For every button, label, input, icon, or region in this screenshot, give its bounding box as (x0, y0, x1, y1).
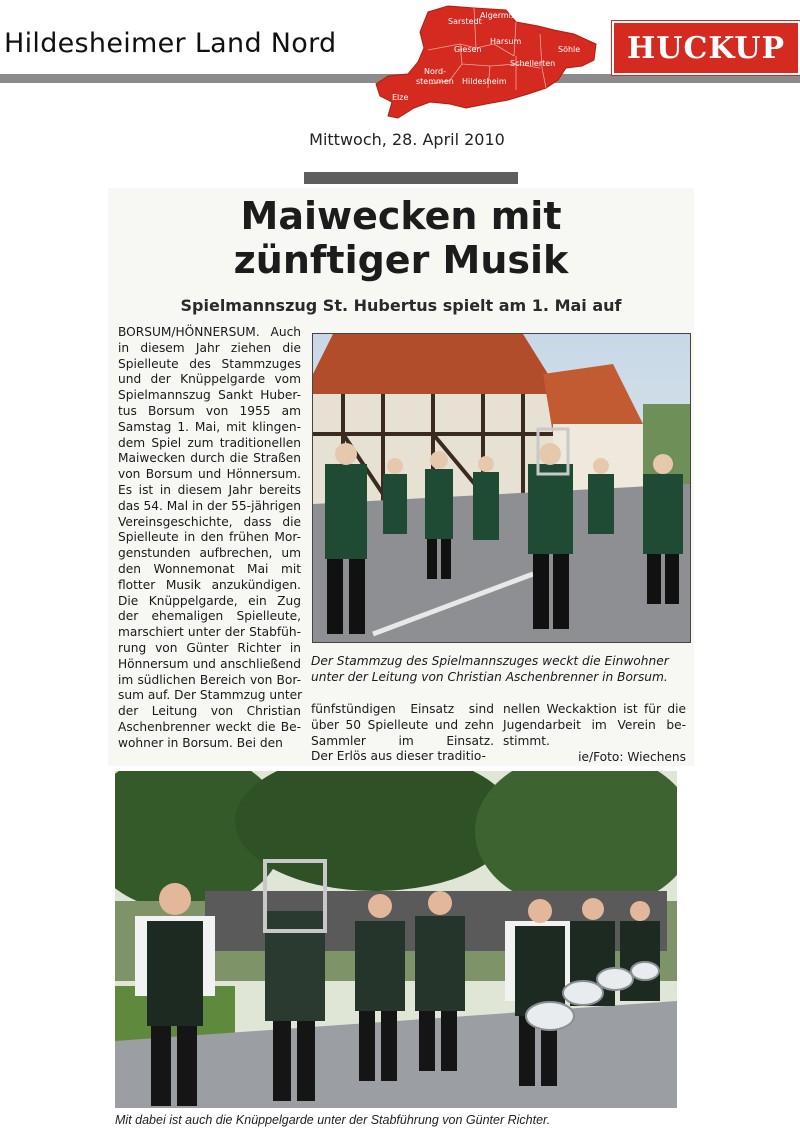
photo-knueppelgarde (115, 771, 677, 1108)
column-1-line: Es ist in diesem Jahr bereits (118, 482, 301, 497)
column-1-line: Spielleute des Stammzuges (118, 356, 301, 371)
column-1-line: dem Spiel zum traditionellen (118, 435, 301, 450)
section-title: Hildesheimer Land Nord (4, 28, 337, 59)
column-1-line: marschiert unter der Stabfüh- (118, 625, 301, 640)
column-1-line: Spielleute in den frühen Mor- (118, 530, 301, 545)
map-label-schellerten: Schellerten (510, 59, 556, 68)
map-label-algermissen: Algermissen (480, 11, 530, 20)
column-2-line: über 50 Spielleute und zehn (311, 717, 494, 732)
column-1-line: flotter Musik anzukündigen. (118, 577, 301, 592)
article-column-2 (311, 702, 494, 765)
column-1-line: rung von Günter Richter in (118, 640, 301, 655)
region-map (370, 4, 600, 122)
column-1-line: von Borsum und Hönnersum. (118, 467, 301, 482)
map-label-soehle: Söhle (558, 45, 581, 54)
map-label-elze: Elze (392, 93, 409, 102)
region-map-graphic (370, 4, 600, 122)
column-1-line: Aschenbrenner weckt die Be- (118, 719, 301, 734)
column-1-line: Samstag 1. Mai, mit klingen- (118, 419, 301, 434)
map-label-hildesheim: Hildesheim (462, 77, 507, 86)
column-1-line: und der Knüppelgarde vom (118, 372, 301, 387)
logo-text: HUCKUP (626, 30, 786, 66)
photo-stammzug-image (313, 334, 690, 642)
article-headline (108, 194, 694, 282)
column-1-line: Die Knüppelgarde, ein Zug (118, 593, 301, 608)
article-subheadline: Spielmannszug St. Hubertus spielt am 1. Mai auf (180, 296, 622, 315)
map-label-sarstedt: Sarstedt (448, 17, 482, 26)
column-1-line: sum auf. Der Stammzug unter (118, 688, 303, 703)
column-1-line: Maiwecken durch die Straßen (118, 451, 301, 466)
headline-line-1: Maiwecken mit (240, 194, 562, 238)
column-3-line: Jugendarbeit im Verein be- (503, 717, 686, 732)
column-2-line: Der Erlös aus dieser traditio- (311, 749, 486, 764)
column-3-line: stimmt. (503, 733, 550, 748)
huckup-logo (612, 21, 800, 75)
column-1-line: in diesem Jahr ziehen die (118, 340, 301, 355)
date-rule (304, 172, 518, 184)
map-label-giesen: Giesen (454, 45, 482, 54)
page-header (0, 0, 800, 120)
photo-credit: ie/Foto: Wiechens (578, 750, 686, 764)
article-column-1 (118, 325, 301, 752)
issue-date (0, 130, 800, 149)
column-1-line: Spielmannszug Sankt Huber- (118, 388, 301, 403)
column-1-line: tus Borsum von 1955 am (118, 403, 301, 418)
column-1-line: Hönnersum und anschließend (118, 656, 301, 671)
photo-knueppelgarde-image (115, 771, 677, 1108)
column-1-line: der Leitung von Christian (118, 704, 301, 719)
column-1-line: BORSUM/HÖNNERSUM. Auch (118, 325, 301, 339)
headline-line-2: zünftiger Musik (233, 238, 569, 282)
column-1-line: den Wonnemonat Mai mit (118, 561, 301, 576)
column-2-line: fünfstündigen Einsatz sind (311, 702, 494, 716)
column-1-line: der ehemaligen Spielleute, (118, 609, 301, 624)
issue-date-text: Mittwoch, 28. April 2010 (309, 130, 505, 149)
column-1-line: genstunden aufbrechen, um (118, 546, 301, 561)
map-label-harsum: Harsum (490, 37, 522, 46)
photo-stammzug-caption (311, 653, 691, 685)
column-1-line: wohner in Borsum. Bei den (118, 735, 283, 750)
column-1-line: das 54. Mal in der 55-jährigen (118, 498, 301, 513)
column-1-line: im südlichen Bereich von Bor- (118, 672, 301, 687)
photo-stammzug (312, 333, 691, 643)
article-column-3 (503, 702, 686, 749)
column-1-line: Vereinsgeschichte, dass die (118, 514, 301, 529)
caption-line-2: unter der Leitung von Christian Aschenbrenner in Borsum. (311, 670, 668, 684)
map-label-nordstemmen-2: stemmen (416, 77, 454, 86)
column-3-line: nellen Weckaktion ist für die (503, 702, 686, 716)
caption-line-1: Der Stammzug des Spielmannszuges weckt die Einwohner (311, 654, 669, 668)
photo-knueppelgarde-caption: Mit dabei ist auch die Knüppelgarde unter der Stabführung von Günter Richter. (115, 1113, 551, 1127)
map-label-nordstemmen-1: Nord- (424, 67, 446, 76)
column-2-line: Sammler im Einsatz. (311, 733, 494, 748)
